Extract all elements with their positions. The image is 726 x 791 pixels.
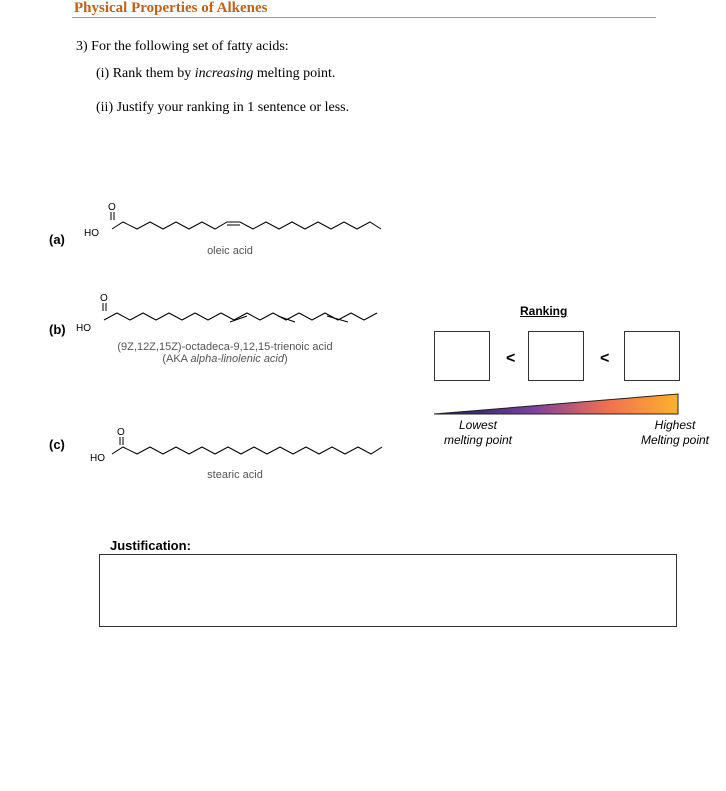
molecule-a-ho: HO xyxy=(84,228,99,239)
molecule-a-name: oleic acid xyxy=(207,245,253,257)
question-part-ii: (ii) Justify your ranking in 1 sentence or less. xyxy=(96,100,350,115)
page-title: Physical Properties of Alkenes xyxy=(74,0,268,16)
rank-slot-2[interactable] xyxy=(528,331,584,381)
molecule-b-ho: HO xyxy=(76,323,91,334)
molecule-b-label: (b) xyxy=(49,322,66,337)
ranking-title: Ranking xyxy=(520,304,568,318)
highest-label: Highest Melting point xyxy=(640,418,710,447)
question-prompt: 3) For the following set of fatty acids: xyxy=(76,39,289,54)
lowest-label: Lowest melting point xyxy=(443,418,513,447)
molecule-b-oxygen: O xyxy=(100,293,108,304)
molecule-c-oxygen: O xyxy=(117,427,125,438)
rank-slot-3[interactable] xyxy=(624,331,680,381)
molecule-b-name: (9Z,12Z,15Z)-octadeca-9,12,15-trienoic acid xyxy=(117,341,333,353)
molecule-a-oxygen: O xyxy=(108,202,116,213)
rank-slot-1[interactable] xyxy=(434,331,490,381)
molecule-a-label: (a) xyxy=(49,232,65,247)
less-than-1: < xyxy=(506,350,516,367)
oleic-acid-structure xyxy=(111,212,381,229)
molecule-c-ho: HO xyxy=(90,453,105,464)
stearic-acid-structure xyxy=(112,437,382,454)
molecule-c-name: stearic acid xyxy=(207,469,263,481)
less-than-2: < xyxy=(600,350,610,367)
justification-label: Justification: xyxy=(110,538,191,553)
justification-input[interactable] xyxy=(99,554,677,627)
molecule-c-label: (c) xyxy=(49,437,65,452)
melting-point-gradient xyxy=(433,392,681,416)
molecule-b-aka: (AKA alpha-linolenic acid) xyxy=(162,353,288,365)
alpha-linolenic-acid-structure xyxy=(103,303,377,322)
question-part-i: (i) Rank them by increasing melting point. xyxy=(96,66,336,81)
